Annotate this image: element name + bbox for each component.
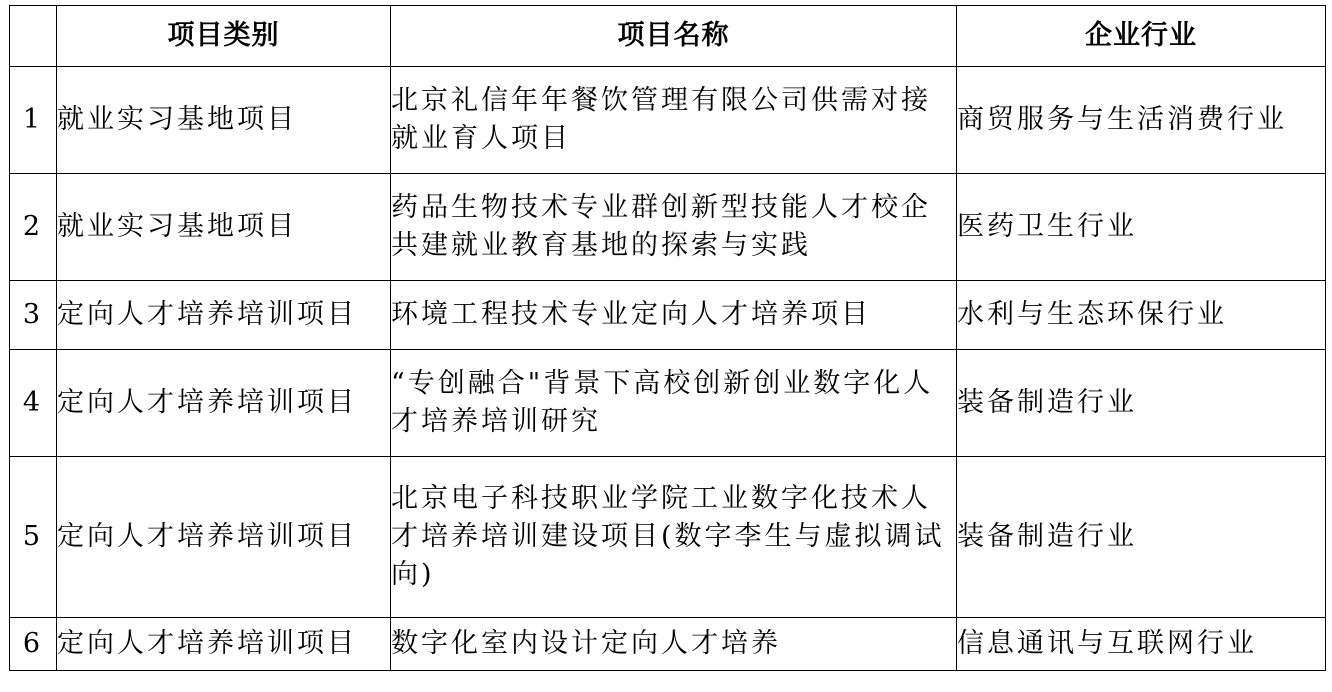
row-category: 定向人才培养培训项目: [57, 350, 391, 457]
row-project-name: 环境工程技术专业定向人才培养项目: [391, 281, 957, 350]
row-category: 就业实习基地项目: [57, 174, 391, 281]
row-category: 定向人才培养培训项目: [57, 618, 391, 671]
row-index: 6: [10, 618, 57, 671]
row-project-name: “专创融合"背景下高校创新创业数字化人才培养培训研究: [391, 350, 957, 457]
row-index: 1: [10, 67, 57, 174]
row-category: 定向人才培养培训项目: [57, 457, 391, 618]
row-project-name: 数字化室内设计定向人才培养: [391, 618, 957, 671]
row-category: 就业实习基地项目: [57, 67, 391, 174]
table-row: [10, 618, 1326, 671]
header-industry: 企业行业: [957, 6, 1326, 67]
row-industry: 信息通讯与互联网行业: [957, 618, 1326, 671]
header-row: [10, 6, 1326, 67]
table-row: [10, 281, 1326, 350]
row-index: 5: [10, 457, 57, 618]
table-row: [10, 457, 1326, 618]
row-industry: 商贸服务与生活消费行业: [957, 67, 1326, 174]
row-project-name: 北京礼信年年餐饮管理有限公司供需对接就业育人项目: [391, 67, 957, 174]
row-project-name: 北京电子科技职业学院工业数字化技术人才培养培训建设项目(数字李生与虚拟调试向): [391, 457, 957, 618]
table-row: [10, 67, 1326, 174]
table-row: [10, 350, 1326, 457]
header-name: 项目名称: [391, 6, 957, 67]
row-industry: 水利与生态环保行业: [957, 281, 1326, 350]
row-index: 2: [10, 174, 57, 281]
row-project-name: 药品生物技术专业群创新型技能人才校企共建就业教育基地的探索与实践: [391, 174, 957, 281]
row-index: 4: [10, 350, 57, 457]
row-industry: 装备制造行业: [957, 457, 1326, 618]
row-category: 定向人才培养培训项目: [57, 281, 391, 350]
header-category: 项目类别: [57, 6, 391, 67]
header-index: [10, 6, 57, 67]
row-industry: 医药卫生行业: [957, 174, 1326, 281]
row-industry: 装备制造行业: [957, 350, 1326, 457]
table-row: [10, 174, 1326, 281]
row-index: 3: [10, 281, 57, 350]
project-table: [9, 5, 1326, 671]
